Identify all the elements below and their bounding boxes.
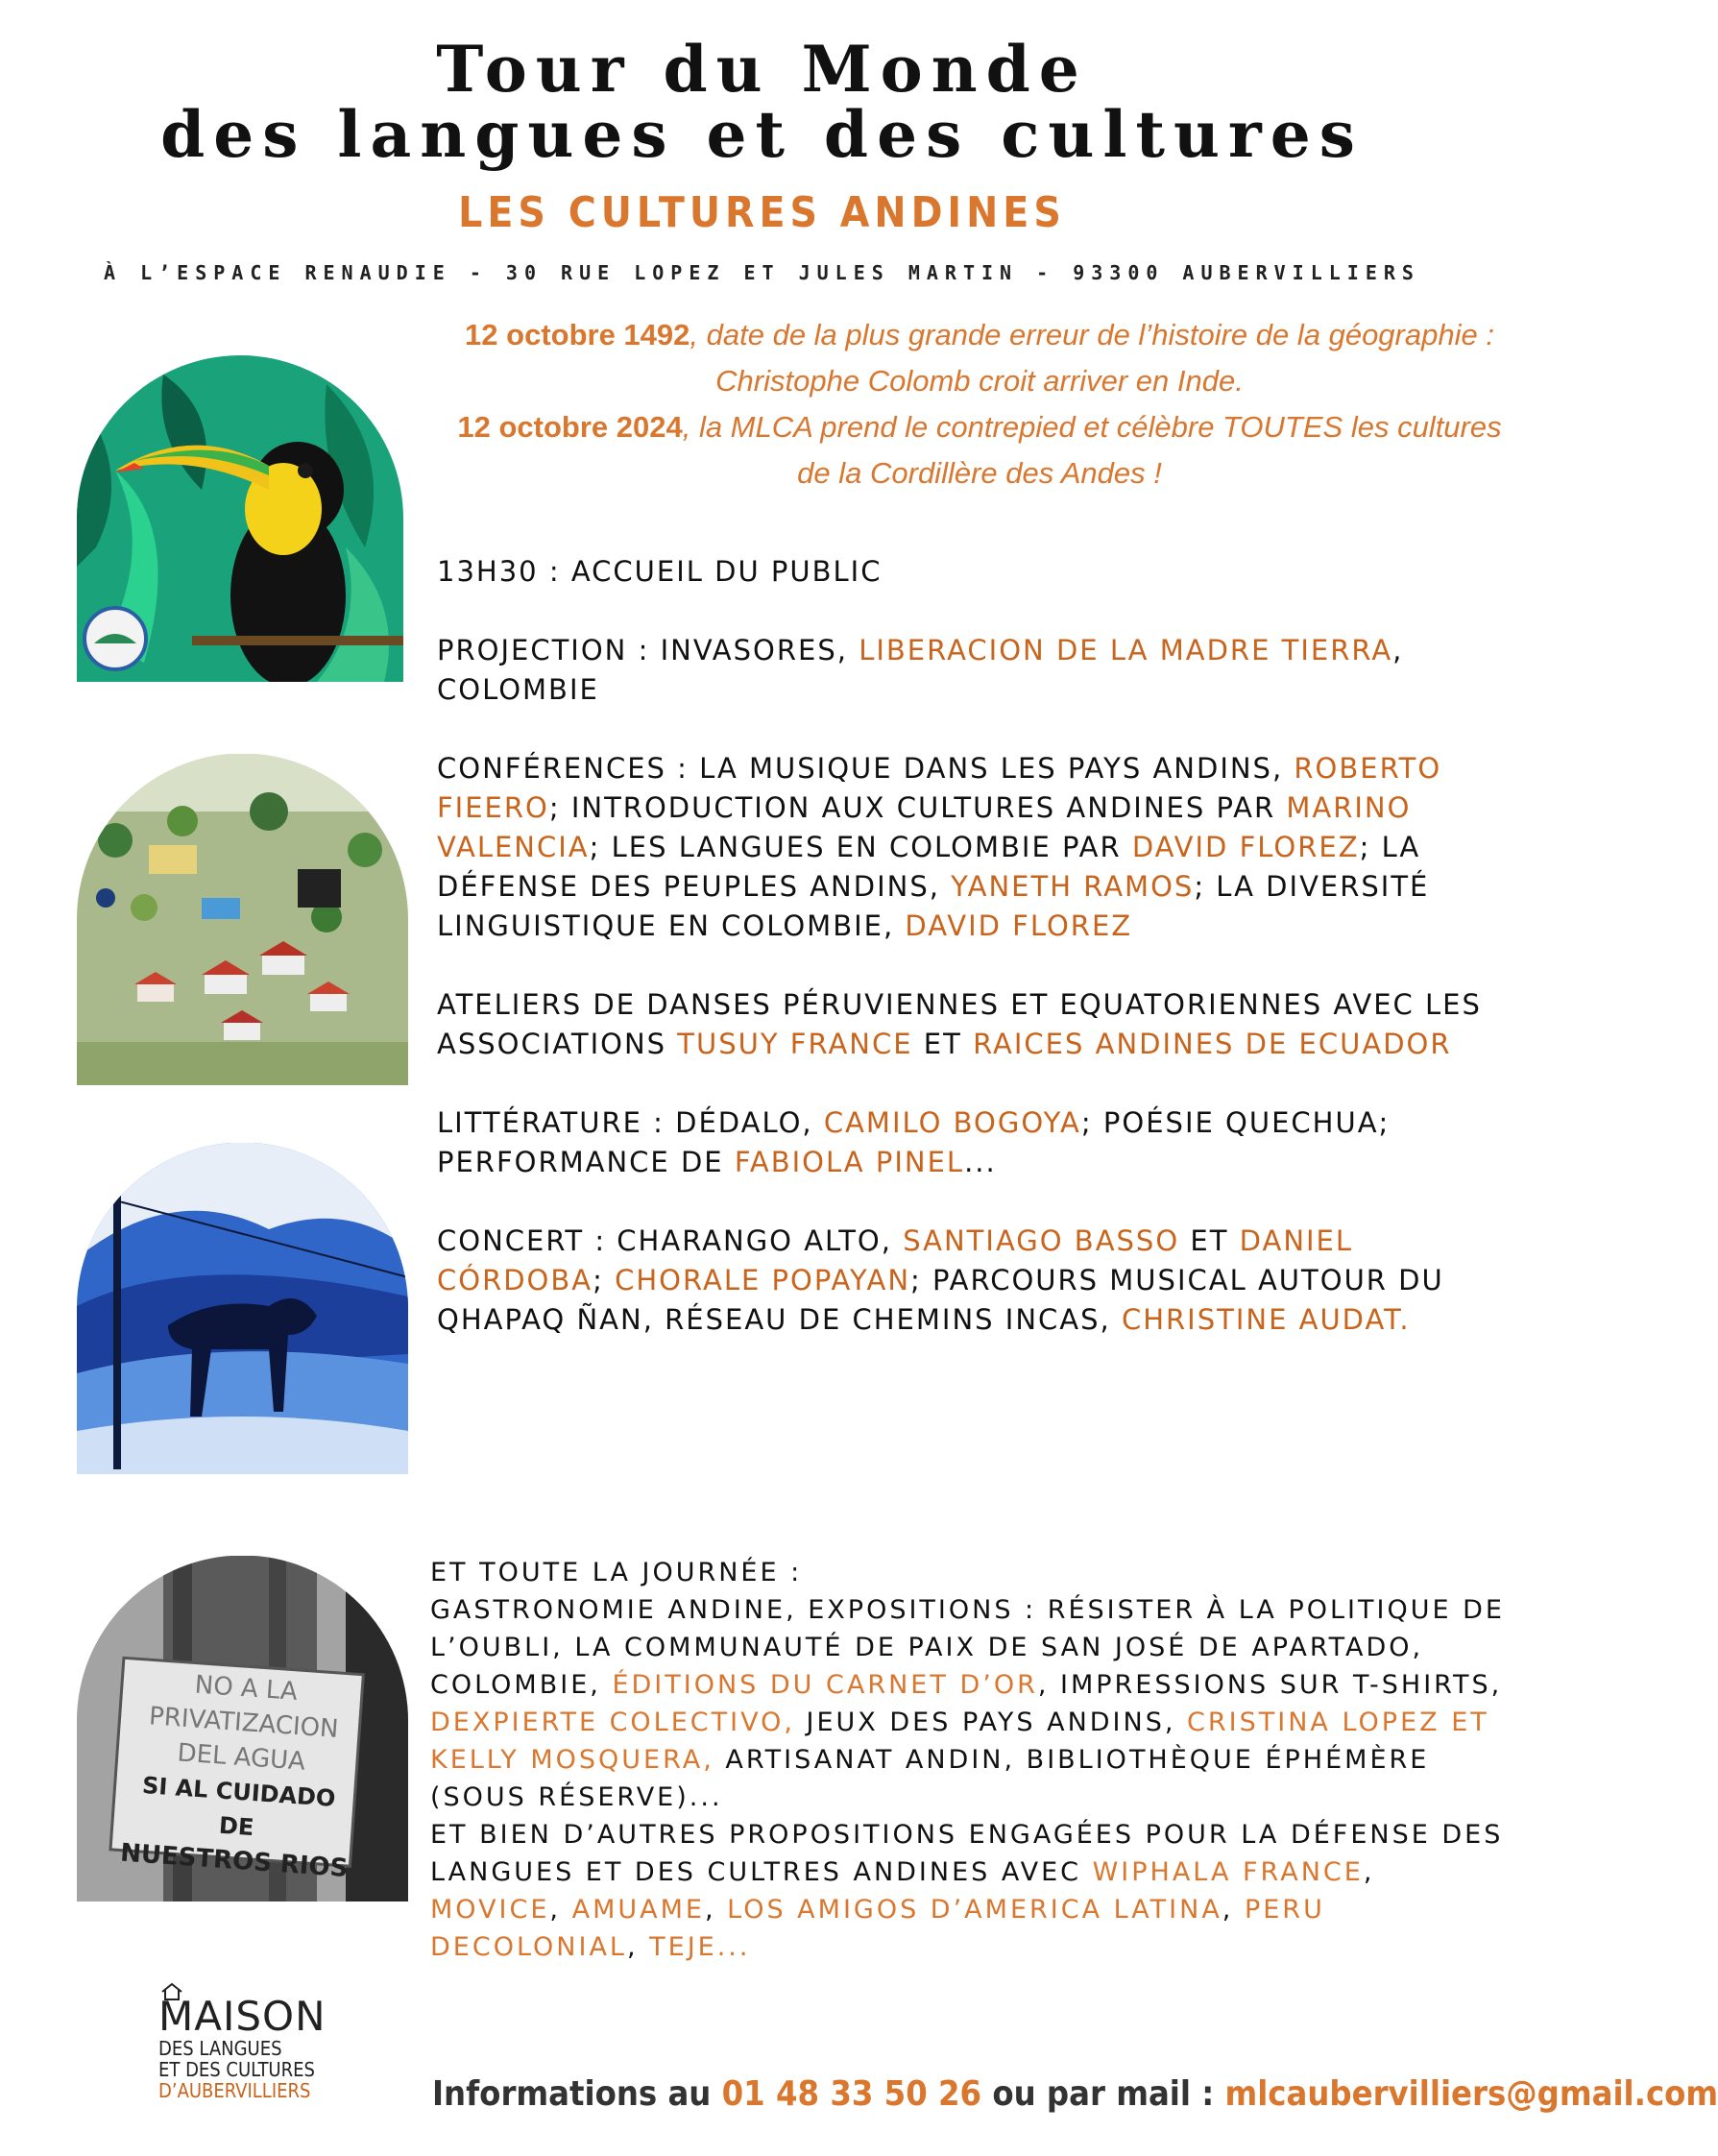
program-literature xyxy=(437,1103,1493,1182)
conf-speaker: ROBERTO FIEERO xyxy=(437,752,1442,824)
literature-author: CAMILO BOGOYA xyxy=(823,1106,1081,1139)
concert-artist: DANIEL CÓRDOBA xyxy=(437,1224,1354,1296)
intro-date-1: 12 octobre 1492 xyxy=(465,318,690,351)
workshop-text: ET xyxy=(912,1028,974,1060)
footer-text: Informations au xyxy=(432,2074,722,2114)
concert-artist: CHORALE POPAYAN xyxy=(615,1264,911,1296)
conf-speaker: DAVID FLOREZ xyxy=(1131,831,1360,863)
allday-partner: WIPHALA FRANCE xyxy=(1092,1857,1364,1887)
allday-text: ET BIEN D’AUTRES PROPOSITIONS ENGAGÉES POUR LA DÉFENSE DES LANGUES ET DES CULTRES ANDINES AVEC xyxy=(430,1820,1504,1887)
sign-line-4: SI AL CUIDADO DE xyxy=(141,1771,337,1842)
footer-text: ou par mail : xyxy=(981,2074,1225,2114)
village-painting xyxy=(77,754,408,1085)
projection-rest: , COLOMBIE xyxy=(437,634,1404,706)
separator: , xyxy=(626,1932,650,1962)
separator: , xyxy=(704,1895,728,1925)
concert-text: ; PARCOURS MUSICAL AUTOUR DU QHAPAQ ÑAN, RÉSEAU DE CHEMINS INCAS, xyxy=(437,1264,1444,1336)
sign-line-1: NO A LA xyxy=(193,1670,299,1707)
literature-author: FABIOLA PINEL xyxy=(734,1146,965,1178)
allday-partner: MOVICE xyxy=(430,1895,550,1925)
intro-text-1: , date de la plus grande erreur de l’histoire de la géographie : Christophe Colomb croit arriver en Inde. xyxy=(690,318,1494,398)
house-icon xyxy=(160,1982,183,2001)
concert-text: CONCERT : CHARANGO ALTO, xyxy=(437,1224,904,1257)
allday-heading: ET TOUTE LA JOURNÉE : xyxy=(430,1558,803,1587)
sign-text xyxy=(118,1663,362,1886)
conf-speaker: YANETH RAMOS xyxy=(951,870,1195,903)
allday-activities xyxy=(430,1591,1506,1816)
contact-footer xyxy=(432,2074,1718,2114)
allday-partner: LOS AMIGOS D’AMERICA LATINA xyxy=(727,1895,1222,1925)
allday-text: , IMPRESSIONS SUR T-SHIRTS, xyxy=(1037,1670,1503,1700)
projection-label: PROJECTION : INVASORES, xyxy=(437,634,859,666)
allday-text: JEUX DES PAYS ANDINS, xyxy=(794,1708,1188,1737)
intro-paragraph xyxy=(451,312,1508,497)
conf-text: ; INTRODUCTION AUX CULTURES ANDINES PAR xyxy=(548,791,1287,824)
literature-text: ... xyxy=(964,1146,997,1178)
allday-partner: CRISTINA LOPEZ ET KELLY MOSQUERA, xyxy=(430,1708,1489,1775)
venue-address: À L’ESPACE RENAUDIE - 30 RUE LOPEZ ET JULES MARTIN - 93300 AUBERVILLIERS xyxy=(104,261,1420,284)
separator: , xyxy=(549,1895,572,1925)
intro-text-2: , la MLCA prend le contrepied et célèbre TOUTES les cultures de la Cordillère des Andes ! xyxy=(682,410,1502,490)
allday-partners xyxy=(430,1816,1506,1966)
logo-line-3: ET DES CULTURES xyxy=(158,2058,315,2081)
program-conferences xyxy=(437,749,1493,946)
literature-text: LITTÉRATURE : DÉDALO, xyxy=(437,1106,824,1139)
mlca-logo xyxy=(158,1993,341,2102)
sign-line-5: NUESTROS RIOS xyxy=(119,1838,350,1884)
allday-text: GASTRONOMIE ANDINE, EXPOSITIONS : RÉSISTER À LA POLITIQUE DE L’OUBLI, LA COMMUNAUTÉ DE PAIX DE SAN JOSÉ DE APARTADO, COLOMBIE, xyxy=(430,1595,1505,1700)
sign-line-3: DEL AGUA xyxy=(176,1738,306,1777)
program-list xyxy=(437,552,1493,1379)
conf-text: ; LA DÉFENSE DES PEUPLES ANDINS, xyxy=(437,831,1421,903)
phone-number[interactable]: 01 48 33 50 26 xyxy=(721,2074,982,2114)
allday-text: ARTISANAT ANDIN, BIBLIOTHÈQUE ÉPHÉMÈRE (SOUS RÉSERVE)... xyxy=(430,1745,1430,1812)
logo-line-4: D’AUBERVILLIERS xyxy=(158,2079,311,2102)
program-welcome: 13H30 : ACCUEIL DU PUBLIC xyxy=(437,555,883,588)
program-workshops xyxy=(437,985,1493,1064)
projection-title: LIBERACION DE LA MADRE TIERRA xyxy=(859,634,1393,666)
conf-text: ; LA DIVERSITÉ LINGUISTIQUE EN COLOMBIE, xyxy=(437,870,1430,942)
logo-line-2: DES LANGUES xyxy=(158,2037,282,2060)
logo-maison: MAISON xyxy=(158,1993,327,2040)
title-line-2: des langues et des cultures xyxy=(160,97,1364,172)
toucan-painting xyxy=(77,355,403,682)
subtitle: LES CULTURES ANDINES xyxy=(458,188,1066,237)
program-concert xyxy=(437,1222,1493,1340)
protest-sign-photo xyxy=(77,1556,408,1902)
literature-text: ; POÉSIE QUECHUA; PERFORMANCE DE xyxy=(437,1106,1391,1178)
separator: , xyxy=(1363,1857,1375,1887)
allday-partner: PERU DECOLONIAL xyxy=(430,1895,1325,1962)
sign-line-2: PRIVATIZACION xyxy=(148,1702,340,1744)
concert-artist: SANTIAGO BASSO xyxy=(903,1224,1180,1257)
allday-partner: ÉDITIONS DU CARNET D’OR xyxy=(612,1670,1038,1700)
workshop-association: TUSUY FRANCE xyxy=(677,1028,913,1060)
intro-date-2: 12 octobre 2024 xyxy=(457,410,683,444)
conf-speaker: DAVID FLOREZ xyxy=(905,909,1133,942)
page-title xyxy=(0,32,1524,172)
conf-speaker: MARINO VALENCIA xyxy=(437,791,1412,863)
conf-text: CONFÉRENCES : LA MUSIQUE DANS LES PAYS ANDINS, xyxy=(437,752,1295,785)
concert-text: ET xyxy=(1179,1224,1240,1257)
program-projection xyxy=(437,631,1493,710)
horse-painting xyxy=(77,1143,408,1474)
concert-artist: CHRISTINE AUDAT. xyxy=(1121,1303,1411,1336)
conf-text: ; LES LANGUES EN COLOMBIE PAR xyxy=(589,831,1132,863)
title-line-1: Tour du Monde xyxy=(436,32,1088,107)
email-link[interactable]: mlcaubervilliers@gmail.com xyxy=(1224,2074,1718,2114)
workshop-association: RAICES ANDINES DE ECUADOR xyxy=(973,1028,1452,1060)
allday-partner: DEXPIERTE COLECTIVO, xyxy=(430,1708,795,1737)
separator: , xyxy=(1222,1895,1245,1925)
concert-text: ; xyxy=(593,1264,616,1296)
workshop-text: ATELIERS DE DANSES PÉRUVIENNES ET EQUATORIENNES AVEC LES ASSOCIATIONS xyxy=(437,988,1482,1060)
allday-partner: TEJE... xyxy=(649,1932,751,1962)
allday-partner: AMUAME xyxy=(571,1895,705,1925)
allday-section xyxy=(430,1554,1506,1966)
